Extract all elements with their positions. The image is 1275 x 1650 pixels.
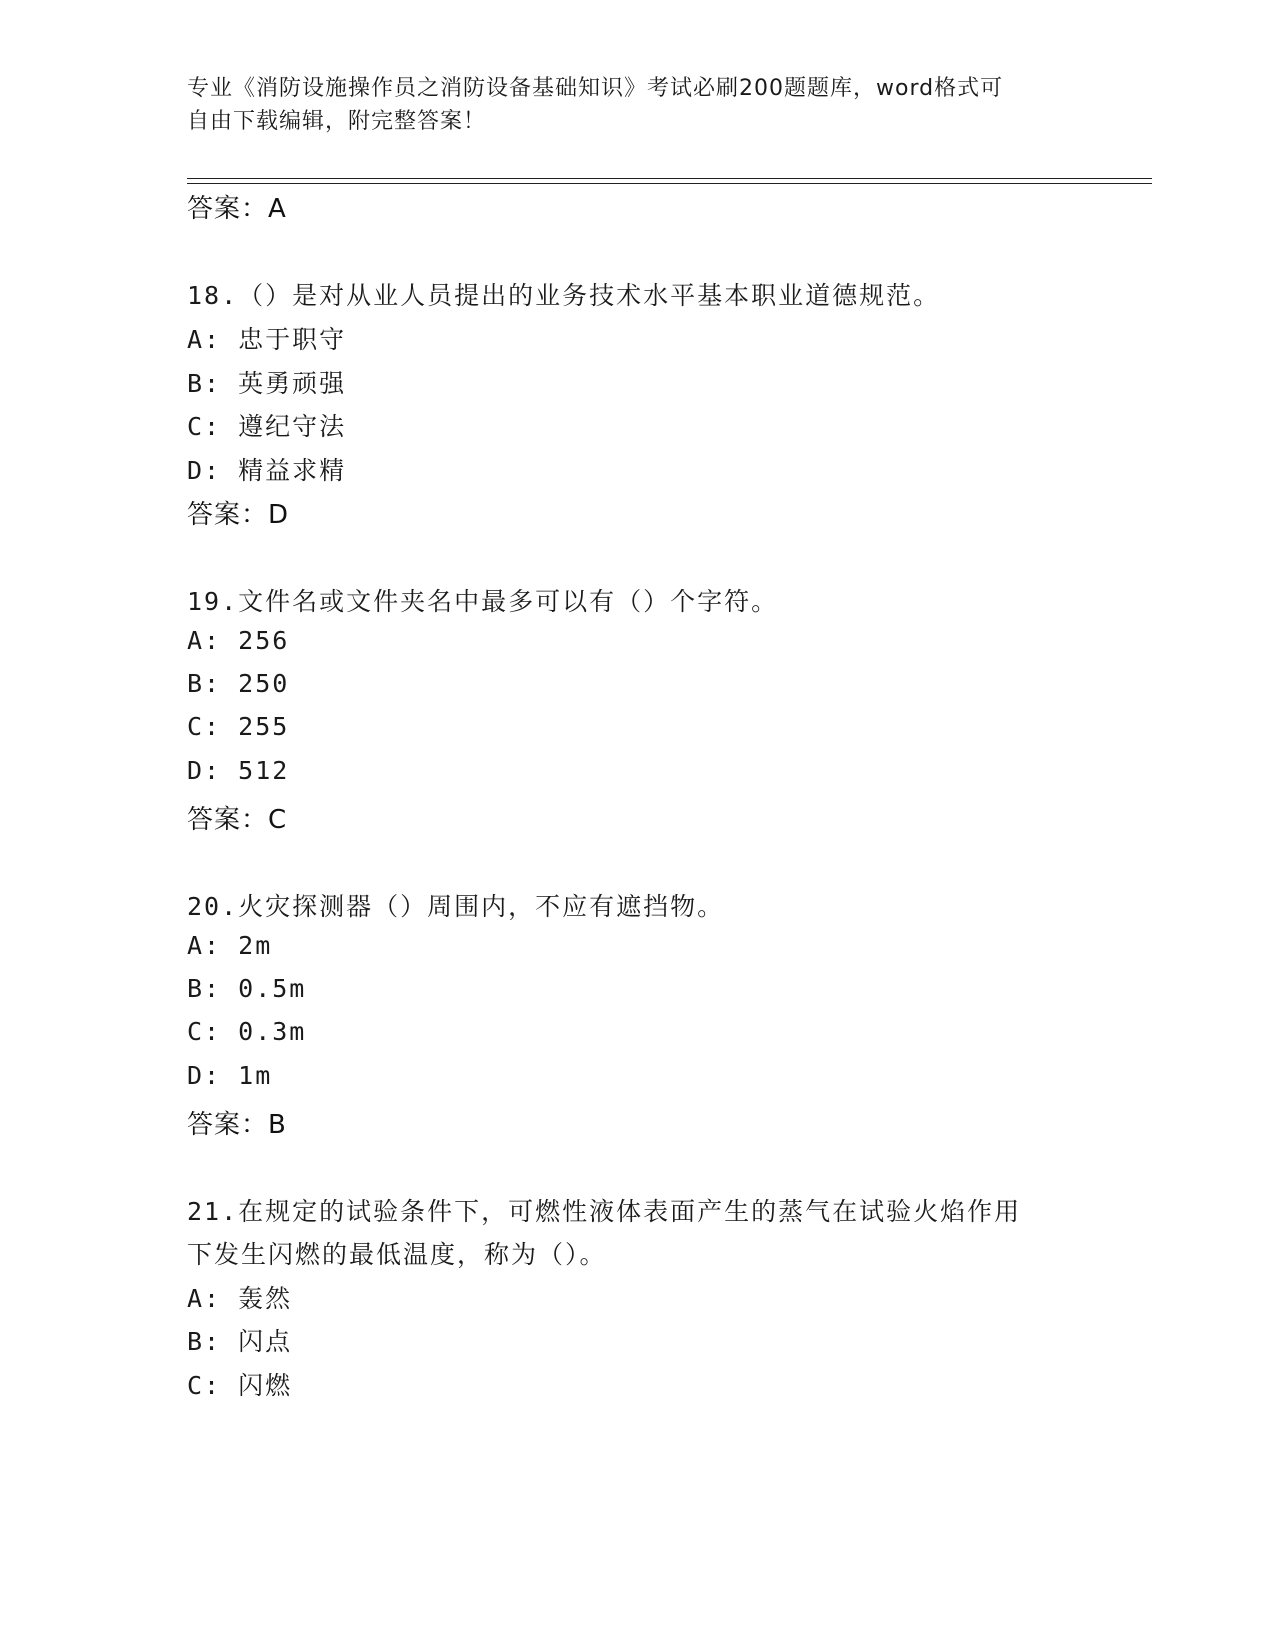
question-21-line-1: 21.在规定的试验条件下，可燃性液体表面产生的蒸气在试验火焰作用 [187, 1197, 1022, 1226]
question-20: 20.火灾探测器（）周围内，不应有遮挡物。 [187, 892, 725, 921]
document-header [187, 72, 1067, 138]
q18-option-b: B: 英勇顽强 [187, 369, 347, 398]
answer-18: 答案：D [187, 500, 290, 530]
q19-option-d: D: 512 [187, 756, 290, 785]
answer-19: 答案：C [187, 805, 288, 835]
header-divider-bottom [187, 183, 1152, 184]
answer-20: 答案：B [187, 1110, 287, 1140]
header-line-1: 专业《消防设施操作员之消防设备基础知识》考试必刷200题题库，word格式可 [187, 76, 1004, 101]
header-divider-top [187, 178, 1152, 179]
q20-option-a: A: 2m [187, 931, 273, 960]
q21-option-b: B: 闪点 [187, 1327, 293, 1356]
q20-option-d: D: 1m [187, 1061, 273, 1090]
question-21-line-2: 下发生闪燃的最低温度，称为（）。 [187, 1240, 607, 1269]
question-18: 18.（）是对从业人员提出的业务技术水平基本职业道德规范。 [187, 281, 941, 310]
q19-option-b: B: 250 [187, 669, 290, 698]
q20-option-c: C: 0.3m [187, 1017, 307, 1046]
q18-option-a: A: 忠于职守 [187, 325, 347, 354]
q20-option-b: B: 0.5m [187, 974, 307, 1003]
q21-option-a: A: 轰然 [187, 1284, 293, 1313]
answer-17: 答案：A [187, 194, 287, 224]
header-line-2: 自由下载编辑，附完整答案！ [187, 109, 487, 134]
q19-option-c: C: 255 [187, 712, 290, 741]
q21-option-c: C: 闪燃 [187, 1371, 293, 1400]
q18-option-c: C: 遵纪守法 [187, 412, 347, 441]
question-19: 19.文件名或文件夹名中最多可以有（）个字符。 [187, 587, 779, 616]
q18-option-d: D: 精益求精 [187, 456, 347, 485]
q19-option-a: A: 256 [187, 626, 290, 655]
